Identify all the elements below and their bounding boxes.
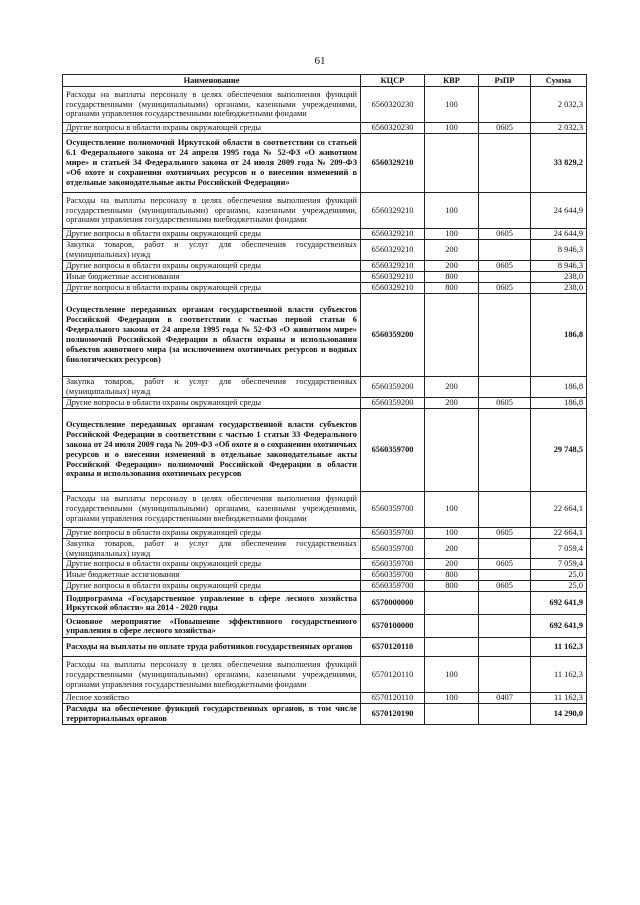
cell-rzpr [479,704,531,725]
cell-sum: 7 059,4 [531,538,587,559]
table-row [63,581,587,592]
cell-name: Осуществление переданных органам государственной власти субъектов Российской Федерации в соответствии с частью 1 статьи 33 Федерального закона от 24 июля 2009 года № 209-ФЗ «Об охоте и о сохранении охотничьих ресурсов и о внесении изменений в отдельные законодательные акты Российской Федерации» полномочий Российской Федерации в области охраны и использования охотничьих ресурсов [63,408,361,491]
cell-kcsr: 6560359200 [361,293,425,376]
table-row [63,240,587,261]
cell-kvr: 100 [425,657,479,693]
cell-rzpr [479,193,531,229]
cell-name: Другие вопросы в области охраны окружающей среды [63,559,361,570]
cell-kcsr: 6560329210 [361,193,425,229]
table-row [63,570,587,581]
cell-kvr [425,134,479,193]
cell-sum: 186,8 [531,293,587,376]
table-row [63,293,587,376]
cell-name: Другие вопросы в области охраны окружающей среды [63,260,361,271]
cell-name: Другие вопросы в области охраны окружающей среды [63,282,361,293]
cell-kcsr: 6560359700 [361,408,425,491]
cell-name: Осуществление переданных органам государственной власти субъектов Российской Федерации в соответствии с частью первой статьи 6 Федерального закона от 24 апреля 1995 года № 52-ФЗ «О животном мире» полномочий Российской Федерации в области охраны и использования объектов животного мира (за исключением охотничьих ресурсов и водных биологических ресурсов) [63,293,361,376]
table-row [63,615,587,638]
cell-kcsr: 6560329210 [361,240,425,261]
cell-rzpr [479,271,531,282]
table-row [63,123,587,134]
header-kvr: КВР [425,75,479,87]
cell-kcsr: 6570120110 [361,693,425,704]
cell-sum: 14 290,0 [531,704,587,725]
cell-sum: 7 059,4 [531,559,587,570]
cell-kvr: 200 [425,397,479,408]
cell-name: Основное мероприятие «Повышение эффективного государственного управления в сфере лесного хозяйства» [63,615,361,638]
cell-kcsr: 6570100000 [361,615,425,638]
cell-name: Подпрограмма «Государственное управление в сфере лесного хозяйства Иркутской области» на 2014 - 2020 годы [63,592,361,615]
cell-kcsr: 6560359700 [361,538,425,559]
cell-rzpr: 0407 [479,693,531,704]
cell-kvr [425,408,479,491]
cell-sum: 25,0 [531,570,587,581]
table-row [63,282,587,293]
header-rzpr: РзПР [479,75,531,87]
cell-kvr: 800 [425,581,479,592]
cell-rzpr [479,570,531,581]
cell-rzpr: 0605 [479,282,531,293]
cell-kvr: 200 [425,559,479,570]
cell-kvr [425,293,479,376]
cell-name: Расходы на обеспечение функций государственных органов, в том числе территориальных органов [63,704,361,725]
cell-sum: 186,8 [531,376,587,397]
table-row [63,527,587,538]
cell-kvr: 100 [425,87,479,123]
table-row [63,376,587,397]
cell-kvr: 800 [425,271,479,282]
table-row [63,271,587,282]
cell-rzpr: 0605 [479,229,531,240]
cell-sum: 8 946,3 [531,260,587,271]
cell-kvr [425,704,479,725]
cell-sum: 8 946,3 [531,240,587,261]
table-row [63,229,587,240]
cell-kcsr: 6560320230 [361,87,425,123]
cell-kvr: 100 [425,123,479,134]
cell-name: Расходы на выплаты по оплате труда работников государственных органов [63,638,361,657]
table-row [63,260,587,271]
cell-sum: 11 162,3 [531,657,587,693]
cell-sum: 2 032,3 [531,123,587,134]
cell-name: Закупка товаров, работ и услуг для обеспечения государственных (муниципальных) нужд [63,538,361,559]
cell-kcsr: 6560359700 [361,491,425,527]
cell-kvr: 100 [425,693,479,704]
table-row [63,704,587,725]
table-row [63,657,587,693]
cell-sum: 24 644,9 [531,229,587,240]
table-row [63,134,587,193]
cell-name: Иные бюджетные ассигнования [63,570,361,581]
cell-sum: 238,0 [531,271,587,282]
cell-kcsr: 6560329210 [361,260,425,271]
cell-kcsr: 6570000000 [361,592,425,615]
table-row [63,193,587,229]
cell-rzpr: 0605 [479,527,531,538]
table-body [63,87,587,725]
cell-rzpr [479,87,531,123]
cell-kcsr: 6570120110 [361,638,425,657]
page-number: 61 [314,55,326,67]
cell-sum: 692 641,9 [531,615,587,638]
cell-rzpr [479,638,531,657]
header-sum: Сумма [531,75,587,87]
cell-rzpr [479,491,531,527]
cell-name: Иные бюджетные ассигнования [63,271,361,282]
cell-rzpr: 0605 [479,260,531,271]
cell-name: Расходы на выплаты персоналу в целях обеспечения выполнения функций государственными (муниципальными) органами, казенными учреждениями, органами управления государственными внебюджетными фондами [63,657,361,693]
cell-rzpr: 0605 [479,397,531,408]
cell-sum: 692 641,9 [531,592,587,615]
cell-sum: 25,0 [531,581,587,592]
cell-sum: 2 032,3 [531,87,587,123]
cell-rzpr [479,657,531,693]
cell-kvr: 200 [425,376,479,397]
cell-sum: 24 644,9 [531,193,587,229]
cell-kvr: 800 [425,570,479,581]
cell-sum: 22 664,1 [531,491,587,527]
cell-kvr: 100 [425,229,479,240]
table-row [63,397,587,408]
cell-name: Лесное хозяйство [63,693,361,704]
cell-name: Другие вопросы в области охраны окружающей среды [63,527,361,538]
cell-kcsr: 6560359200 [361,397,425,408]
cell-kvr: 200 [425,260,479,271]
cell-kcsr: 6560359700 [361,527,425,538]
cell-name: Другие вопросы в области охраны окружающей среды [63,581,361,592]
cell-name: Другие вопросы в области охраны окружающей среды [63,229,361,240]
cell-name: Закупка товаров, работ и услуг для обеспечения государственных (муниципальных) нужд [63,240,361,261]
cell-rzpr [479,615,531,638]
cell-rzpr [479,134,531,193]
cell-name: Расходы на выплаты персоналу в целях обеспечения выполнения функций государственными (муниципальными) органами, казенными учреждениями, органами управления государственными внебюджетными фондами [63,491,361,527]
cell-name: Другие вопросы в области охраны окружающей среды [63,397,361,408]
cell-name: Осуществление полномочий Иркутской области в соответствии со статьей 6.1 Федерального закона от 24 апреля 1995 года № 52-ФЗ «О животном мире» и статьей 34 Федерального закона от 24 июля 2009 года № 209-ФЗ «Об охоте и сохранении охотничьих ресурсов и о внесении изменений в отдельные законодательные акты Российской Федерации» [63,134,361,193]
cell-kvr: 800 [425,282,479,293]
cell-kcsr: 6560359200 [361,376,425,397]
cell-kvr: 100 [425,527,479,538]
cell-kcsr: 6560329210 [361,271,425,282]
cell-kcsr: 6560329210 [361,229,425,240]
cell-kcsr: 6560329210 [361,134,425,193]
table-row [63,638,587,657]
cell-rzpr: 0605 [479,559,531,570]
cell-rzpr: 0605 [479,123,531,134]
cell-kcsr: 6570120190 [361,704,425,725]
cell-kcsr: 6560329210 [361,282,425,293]
cell-kcsr: 6560359700 [361,570,425,581]
cell-kvr: 200 [425,538,479,559]
cell-kcsr: 6560320230 [361,123,425,134]
cell-kvr [425,638,479,657]
cell-sum: 238,0 [531,282,587,293]
budget-table [62,74,587,725]
cell-rzpr [479,293,531,376]
cell-name: Расходы на выплаты персоналу в целях обеспечения выполнения функций государственными (муниципальными) органами, казенными учреждениями, органами управления государственными внебюджетными фондами [63,193,361,229]
cell-rzpr [479,376,531,397]
header-name: Наименование [63,75,361,87]
cell-name: Расходы на выплаты персоналу в целях обеспечения выполнения функций государственными (муниципальными) органами, казенными учреждениями, органами управления государственными внебюджетными фондами [63,87,361,123]
cell-kcsr: 6560359700 [361,581,425,592]
table-row [63,408,587,491]
cell-sum: 11 162,3 [531,638,587,657]
cell-kvr [425,615,479,638]
cell-sum: 29 748,5 [531,408,587,491]
table-row [63,693,587,704]
cell-name: Другие вопросы в области охраны окружающей среды [63,123,361,134]
cell-rzpr [479,408,531,491]
header-kcsr: КЦСР [361,75,425,87]
table-row [63,491,587,527]
cell-rzpr [479,538,531,559]
cell-rzpr [479,240,531,261]
cell-sum: 22 664,1 [531,527,587,538]
cell-kvr [425,592,479,615]
cell-rzpr: 0605 [479,581,531,592]
table-row [63,559,587,570]
table-header-row [63,75,587,87]
table-row [63,592,587,615]
cell-sum: 33 829,2 [531,134,587,193]
table-row [63,538,587,559]
cell-kvr: 200 [425,240,479,261]
table-row [63,87,587,123]
cell-sum: 186,8 [531,397,587,408]
cell-sum: 11 162,3 [531,693,587,704]
cell-kcsr: 6560359700 [361,559,425,570]
cell-name: Закупка товаров, работ и услуг для обеспечения государственных (муниципальных) нужд [63,376,361,397]
cell-rzpr [479,592,531,615]
cell-kcsr: 6570120110 [361,657,425,693]
cell-kvr: 100 [425,491,479,527]
cell-kvr: 100 [425,193,479,229]
